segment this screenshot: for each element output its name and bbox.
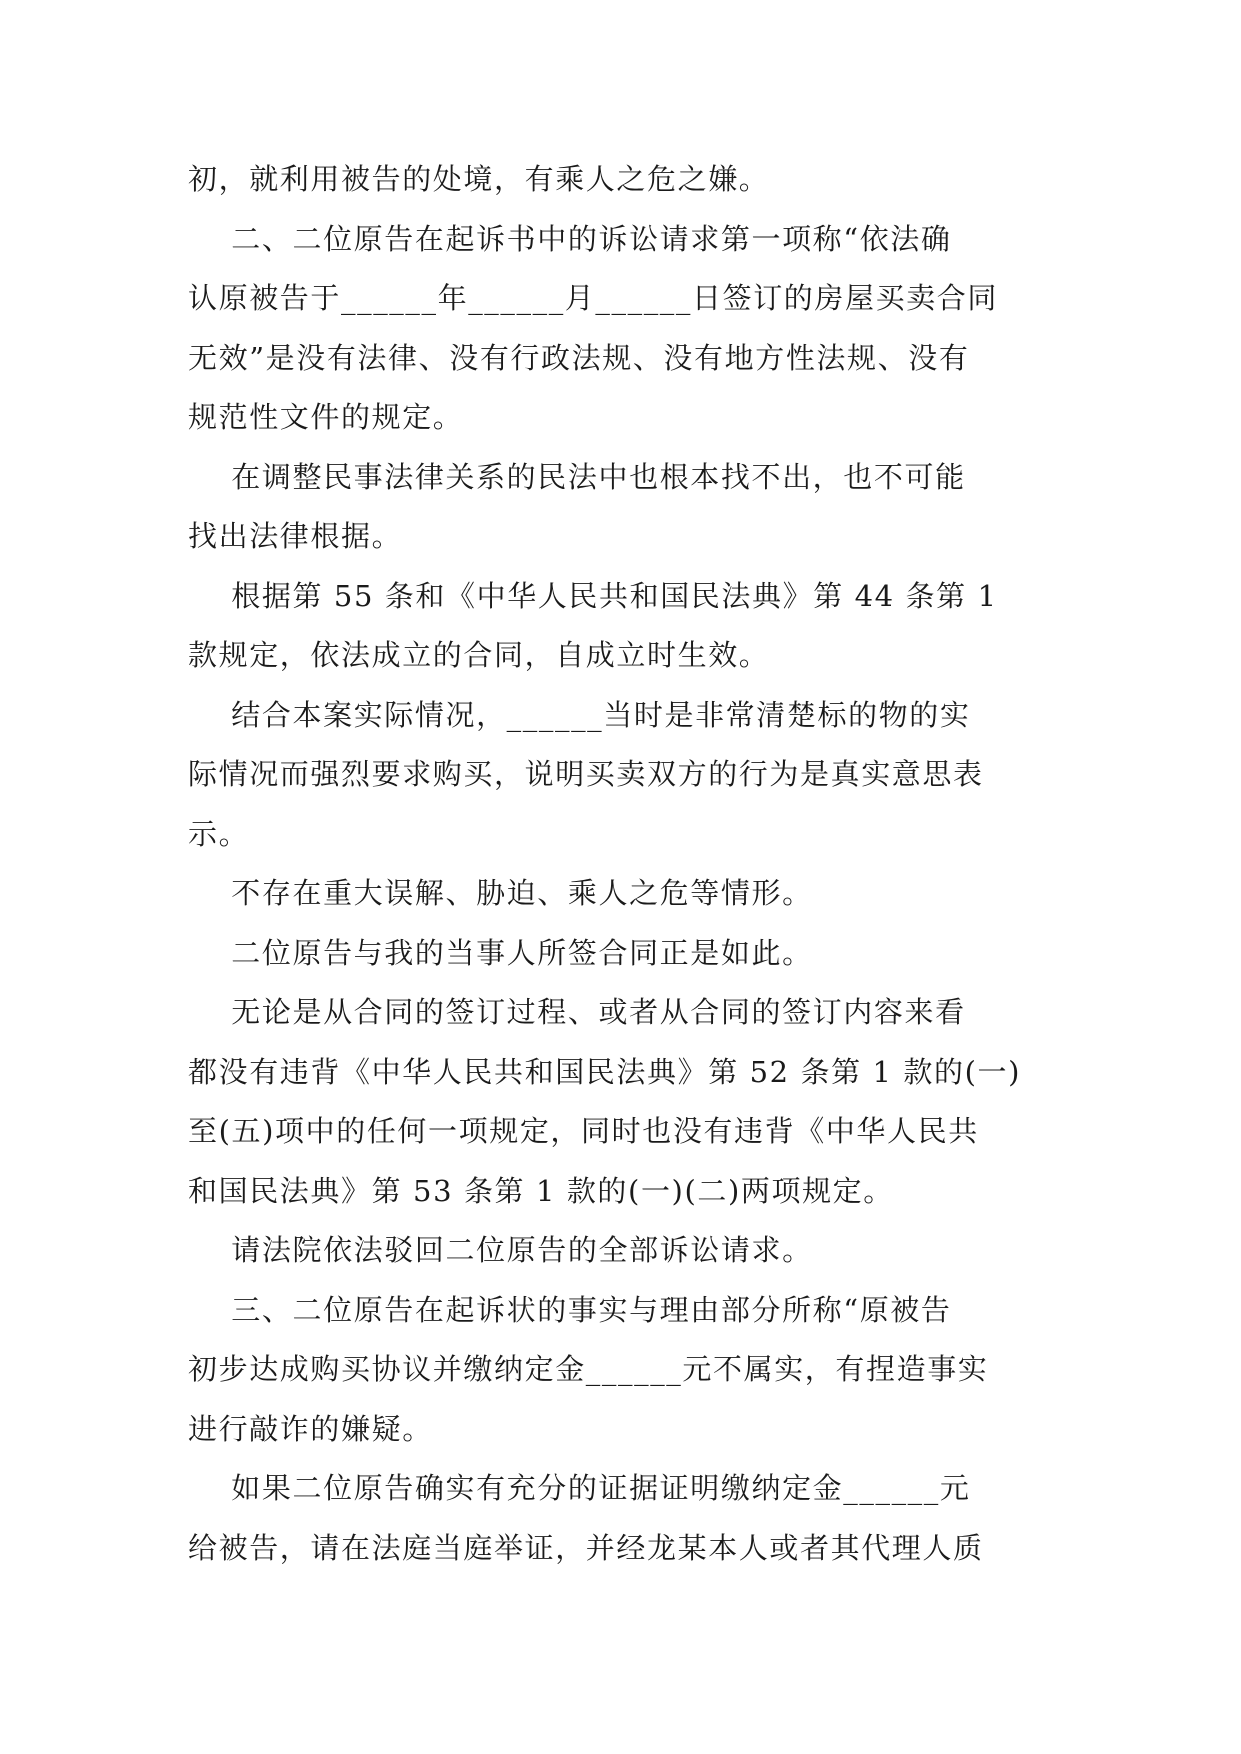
text-line: 找出法律根据。 [188,519,403,553]
text-line: 进行敲诈的嫌疑。 [188,1411,433,1446]
text-line: 根据第 55 条和《中华人民共和国民法典》第 44 条第 1 [188,578,998,613]
text-line: 至(五)项中的任何一项规定，同时也没有违背《中华人民共 [188,1114,979,1148]
document-body [188,150,1052,1578]
text-line: 初，就利用被告的处境，有乘人之危之嫌。 [188,162,770,196]
text-line: 二位原告与我的当事人所签合同正是如此。 [188,935,813,970]
text-line: 初步达成购买协议并缴纳定金______元不属实，有捏造事实 [188,1352,989,1386]
text-line: 二、二位原告在起诉书中的诉讼请求第一项称“依法确 [188,221,952,256]
text-line: 和国民法典》第 53 条第 1 款的(一)(二)两项规定。 [188,1173,894,1208]
text-line: 如果二位原告确实有充分的证据证明缴纳定金______元 [188,1471,971,1505]
text-line: 不存在重大误解、胁迫、乘人之危等情形。 [188,876,813,910]
text-line: 在调整民事法律关系的民法中也根本找不出，也不可能 [188,459,966,494]
text-line: 给被告，请在法庭当庭举证，并经龙某本人或者其代理人质 [188,1530,984,1565]
text-line: 都没有违背《中华人民共和国民法典》第 52 条第 1 款的(一) [188,1054,1022,1089]
text-line: 认原被告于______年______月______日签订的房屋买卖合同 [188,281,999,315]
text-line: 三、二位原告在起诉状的事实与理由部分所称“原被告 [188,1292,952,1327]
text-line: 际情况而强烈要求购买，说明买卖双方的行为是真实意思表 [188,757,984,791]
text-line: 无论是从合同的签订过程、或者从合同的签订内容来看 [188,995,966,1029]
text-line: 无效”是没有法律、没有行政法规、没有地方性法规、没有 [188,340,970,375]
text-line: 规范性文件的规定。 [188,400,464,434]
text-line: 示。 [188,816,250,851]
text-line: 结合本案实际情况，______当时是非常清楚标的物的实 [188,697,971,732]
text-line: 请法院依法驳回二位原告的全部诉讼请求。 [188,1233,813,1267]
text-line: 款规定，依法成立的合同，自成立时生效。 [188,638,770,672]
